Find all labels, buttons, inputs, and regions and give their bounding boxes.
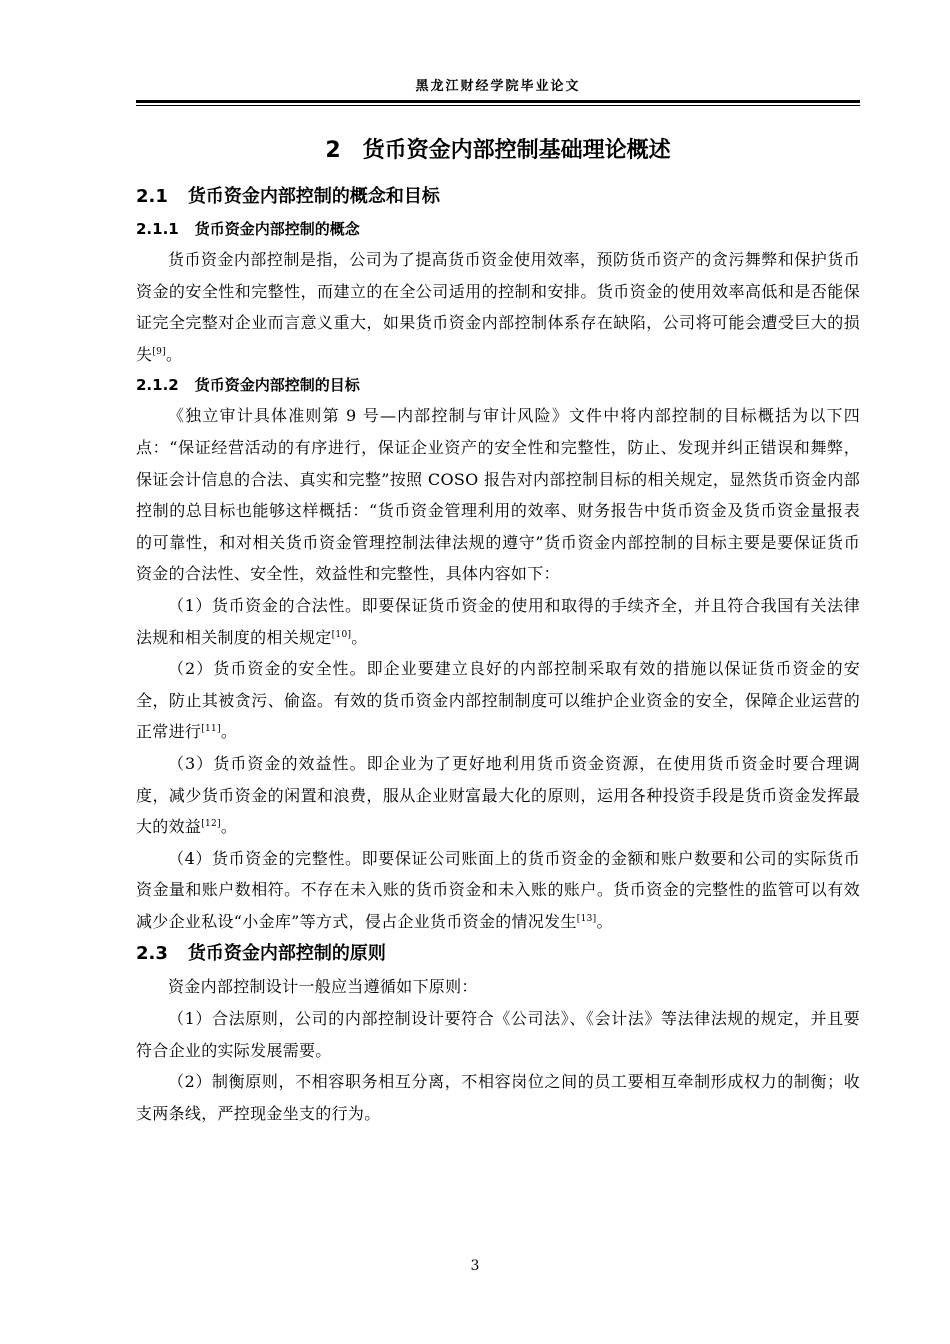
paragraph-text: （2）货币资金的安全性。即企业要建立良好的内部控制采取有效的措施以保证货币资金的安全，防止其被贪污、偷盗。有效的货币资金内部控制制度可以维护企业资金的安全，保障企业运营的正常进行 xyxy=(136,659,860,742)
paragraph-end: 。 xyxy=(220,722,238,742)
section-number: 2.3 xyxy=(136,943,168,965)
paragraph-legal-principle: （1）合法原则，公司的内部控制设计要符合《公司法》、《会计法》等法律法规的规定，并且要符合企业的实际发展需要。 xyxy=(136,1009,860,1060)
paragraph-balance-principle: （2）制衡原则，不相容职务相互分离，不相容岗位之间的员工要相互牵制形成权力的制衡；收支两条线，严控现金坐支的行为。 xyxy=(136,1072,860,1123)
header-rule-thick xyxy=(136,100,860,103)
citation: [13] xyxy=(576,913,597,924)
subsection-title: 货币资金内部控制的概念 xyxy=(194,220,360,238)
section-heading-2-3 xyxy=(136,937,860,971)
subsection-title: 货币资金内部控制的目标 xyxy=(194,376,360,395)
paragraph-integrity xyxy=(136,843,860,938)
citation: [12] xyxy=(201,819,221,830)
paragraph-end: 。 xyxy=(596,911,613,931)
subsection-number: 2.1.2 xyxy=(136,376,179,395)
paragraph-text: （4）货币资金的完整性。即要保证公司账面上的货币资金的金额和账户数要和公司的实际货币资金量和账户数相符。不存在未入账的货币资金和未入账的账户。货币资金的完整性的监管可以有效减少企业私设“小金库”等方式，侵占企业货币资金的情况发生 xyxy=(136,848,860,931)
paragraph-text: 货币资金内部控制是指，公司为了提高货币资金使用效率，预防货币资产的贪污舞弊和保护货币资金的安全性和完整性，而建立的在全公司适用的控制和安排。货币资金的使用效率高低和是否能保证完全完整对企业而言意义重大，如果货币资金内部控制体系存在缺陷，公司将可能会遭受巨大的损失 xyxy=(136,250,860,364)
page-number: 3 xyxy=(470,1258,480,1274)
chapter-heading xyxy=(136,128,860,174)
paragraph-text: （3）货币资金的效益性。即企业为了更好地利用货币资金资源，在使用货币资金时要合理调度，减少货币资金的闲置和浪费，服从企业财富最大化的原则，运用各种投资手段是货币资金发挥最大的效益 xyxy=(136,753,860,837)
subsection-number: 2.1.1 xyxy=(136,220,179,238)
paragraph-end: 。 xyxy=(165,344,183,364)
chapter-number: 2 xyxy=(325,138,341,163)
chapter-title: 货币资金内部控制基础理论概述 xyxy=(362,138,671,163)
section-title: 货币资金内部控制的概念和目标 xyxy=(187,186,440,207)
body-content xyxy=(136,128,860,1129)
paragraph-safety xyxy=(136,653,860,748)
paragraph-objectives: 《独立审计具体准则第 9 号—内部控制与审计风险》文件中将内部控制的目标概括为以下四点：“保证经营活动的有序进行，保证企业资产的安全性和完整性，防止、发现并纠正错误和舞弊，保证会计信息的合法、真实和完整”按照 COSO 报告对内部控制目标的相关规定，显然货币资金内部控制的总目标也能够这样概括：“货币资金管理利用的效率、财务报告中货币资金及货币资金量报表的可靠性，和对相关货币资金管理控制法律法规的遵守”货币资金内部控制的目标主要是要保证货币资金的合法性、安全性，效益性和完整性，具体内容如下： xyxy=(136,406,860,584)
subsection-heading-2-1-2 xyxy=(136,370,860,400)
paragraph-legality xyxy=(136,590,860,653)
section-heading-2-1 xyxy=(136,180,860,214)
section-number: 2.1 xyxy=(136,186,168,207)
paragraph-concept xyxy=(136,244,860,370)
paragraph-text: （1）货币资金的合法性。即要保证货币资金的使用和取得的手续齐全，并且符合我国有关法律法规和相关制度的相关规定 xyxy=(136,595,860,647)
paragraph-end: 。 xyxy=(351,627,368,647)
paragraph-principles-intro: 资金内部控制设计一般应当遵循如下原则： xyxy=(168,977,478,997)
paragraph-efficiency xyxy=(136,748,860,843)
header-rule-thin xyxy=(136,105,860,106)
running-header: 黑龙江财经学院毕业论文 xyxy=(415,79,581,94)
citation: [9] xyxy=(152,346,166,357)
citation: [10] xyxy=(331,629,352,640)
paragraph-end: 。 xyxy=(220,817,238,837)
subsection-heading-2-1-1 xyxy=(136,214,860,244)
section-title: 货币资金内部控制的原则 xyxy=(187,943,386,965)
citation: [11] xyxy=(201,724,221,735)
